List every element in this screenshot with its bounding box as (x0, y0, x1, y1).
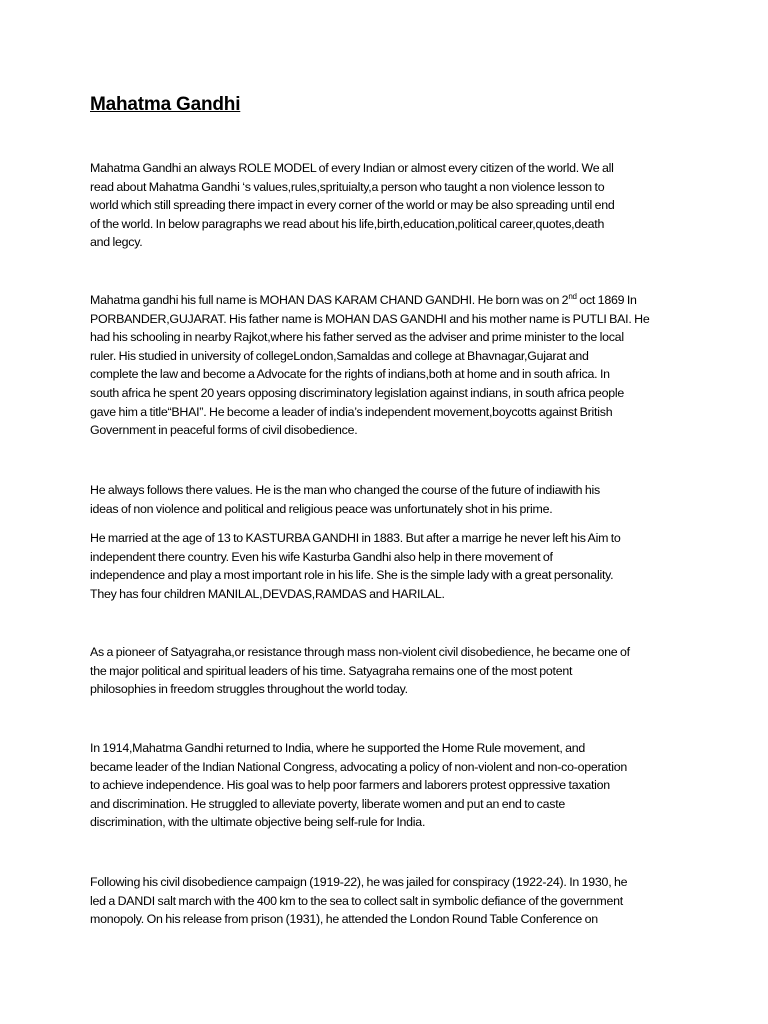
paragraph-satyagraha (90, 643, 690, 699)
paragraph-line: world which still spreading there impact in every corner of the world or may be also spreading until end (90, 198, 615, 213)
paragraph-line: They has four children MANILAL,DEVDAS,RAMDAS and HARILAL. (90, 586, 445, 601)
paragraph-line: gave him a title“BHAI”. He become a leader of india’s independent movement,boycotts against British (90, 404, 613, 419)
paragraph-return-1914 (90, 739, 690, 832)
paragraph-line: led a DANDI salt march with the 400 km to the sea to collect salt in symbolic defiance of the government (90, 893, 623, 908)
paragraph-line: As a pioneer of Satyagraha,or resistance through mass non-violent civil disobedience, he became one of (90, 645, 630, 659)
paragraph-line: Government in peaceful forms of civil disobedience. (90, 423, 358, 438)
line-text: Mahatma gandhi his full name is MOHAN DAS KARAM CHAND GANDHI. He born was on 2 (90, 293, 569, 307)
paragraph-intro (90, 159, 690, 252)
paragraph-line: independent there country. Even his wife Kasturba Gandhi also help in there movement of (90, 549, 553, 564)
paragraph-line: Mahatma Gandhi an always ROLE MODEL of every Indian or almost every citizen of the world. We all (90, 161, 614, 175)
line-text: oct 1869 In (576, 293, 637, 307)
paragraph-values (90, 481, 690, 518)
paragraph-line: discrimination, with the ultimate objective being self-rule for India. (90, 815, 426, 830)
paragraph-line: of the world. In below paragraphs we read about his life,birth,education,political career,quotes,death (90, 216, 605, 231)
paragraph-line: and legcy. (90, 235, 143, 250)
paragraph-civil-disobedience (90, 873, 690, 929)
paragraph-line: became leader of the Indian National Congress, advocating a policy of non-violent and non-co-operation (90, 759, 628, 774)
paragraph-line: He married at the age of 13 to KASTURBA GANDHI in 1883. But after a marrige he never left his Aim to (90, 531, 621, 545)
paragraph-line: In 1914,Mahatma Gandhi returned to India, where he supported the Home Rule movement, and (90, 741, 586, 755)
paragraph-line: the major political and spiritual leaders of his time. Satyagraha remains one of the most potent (90, 663, 573, 678)
paragraph-line: ruler. His studied in university of collegeLondon,Samaldas and college at Bhavnagar,Gujarat and (90, 348, 589, 363)
paragraph-line: complete the law and become a Advocate for the rights of indians,both at home and in south africa. In (90, 367, 610, 382)
paragraph-line: read about Mahatma Gandhi ‘s values,rules,sprituialty,a person who taught a non violence lesson to (90, 179, 605, 194)
paragraph-biography (90, 291, 690, 440)
paragraph-line: south africa he spent 20 years opposing discriminatory legislation against indians, in south africa people (90, 385, 625, 400)
paragraph-line: had his schooling in nearby Rajkot,where his father served as the adviser and prime minister to the local (90, 330, 624, 345)
paragraph-line: independence and play a most important role in his life. She is the simple lady with a great personality. (90, 568, 614, 583)
paragraph-line: Following his civil disobedience campaign (1919-22), he was jailed for conspiracy (1922-24). In 1930, he (90, 875, 628, 889)
paragraph-line: ideas of non violence and political and religious peace was unfortunately shot in his prime. (90, 501, 553, 516)
paragraph-line: He always follows there values. He is the man who changed the course of the future of indiawith his (90, 483, 600, 497)
ordinal-suffix: nd (568, 292, 577, 301)
paragraph-line: philosophies in freedom struggles throughout the world today. (90, 682, 408, 697)
paragraph-line: PORBANDER,GUJARAT. His father name is MOHAN DAS GANDHI and his mother name is PUTLI BAI. He (90, 311, 650, 326)
paragraph-marriage (90, 529, 690, 603)
paragraph-line: to achieve independence. His goal was to help poor farmers and laborers protest oppressive taxation (90, 778, 610, 793)
document-title: Mahatma Gandhi (90, 94, 241, 115)
paragraph-line: monopoly. On his release from prison (1931), he attended the London Round Table Conference on (90, 912, 598, 927)
paragraph-line: and discrimination. He struggled to alleviate poverty, liberate women and put an end to caste (90, 796, 566, 811)
paragraph-line (90, 291, 690, 310)
